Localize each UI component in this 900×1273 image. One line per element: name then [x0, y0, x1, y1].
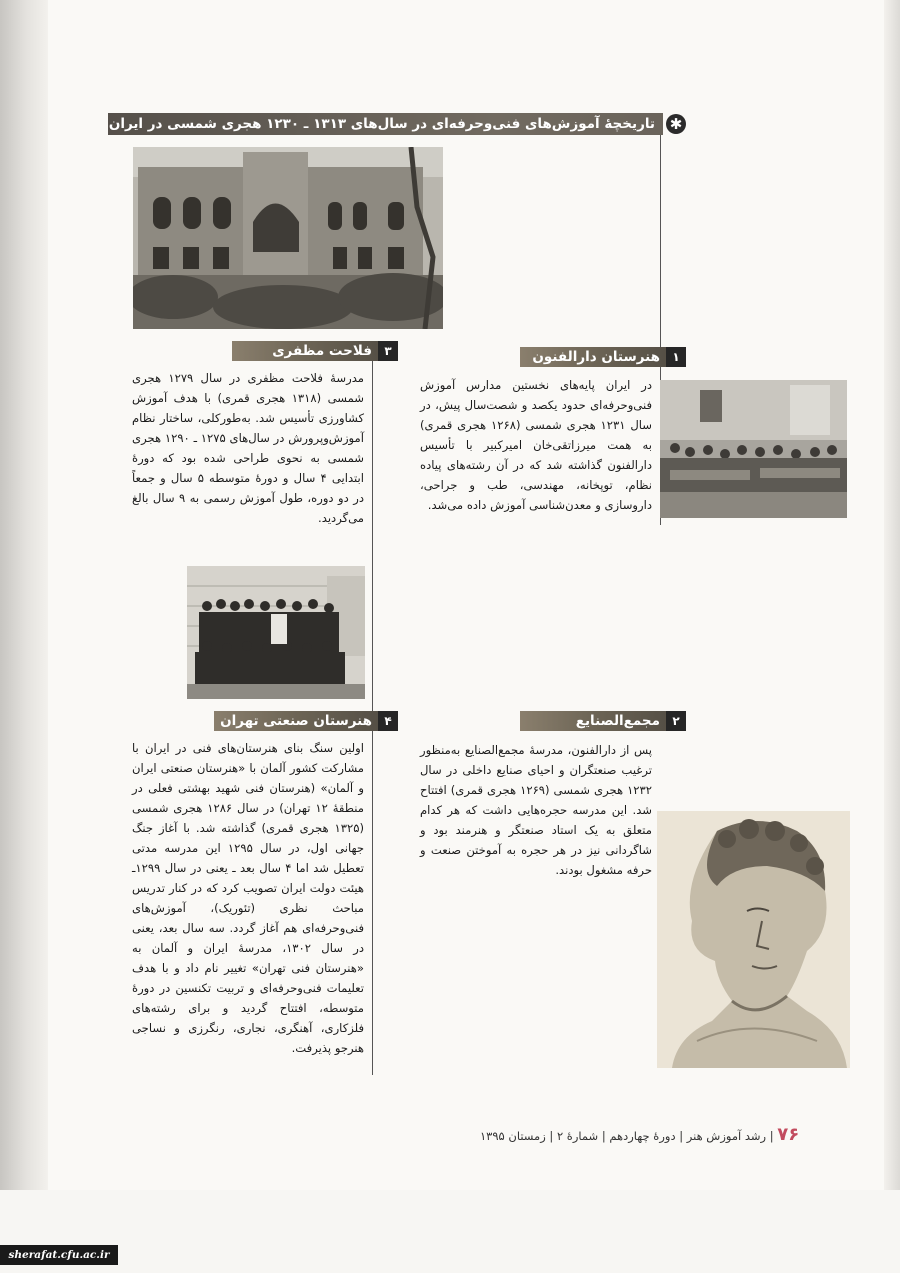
section-4-title	[214, 711, 398, 731]
section-3-number: ۳	[378, 341, 398, 361]
section-3-body: مدرسهٔ فلاحت مظفری در سال ۱۲۷۹ هجری شمسی (۱۳۱۸ هجری قمری) با هدف آموزش کشاورزی تأسیس شد. به‌طورکلی، ساختار نظام آموزش‌وپرورش در سال‌های ۱۲۷۵ ـ ۱۲۹۰ هجری شمسی به نحوی طراحی شده بود که دورهٔ ابتدایی ۴ سال و دورهٔ متوسطه ۵ سال و جمعاً در دو دوره، طول آموزش رسمی به ۹ سال بالغ می‌گردید.	[132, 371, 364, 525]
section-1-body: در ایران پایه‌های نخستین مدارس آموزش فنی‌وحرفه‌ای حدود یکصد و شصت‌سال پیش، در سال ۱۲۳۱ هجری شمسی (۱۲۶۸ هجری قمری) به همت میرزاتقی‌خان امیرکبیر با تأسیس دارالفنون گذاشته شد که در آن رشته‌های پیاده نظام، توپخانه، مهندسی، طب و جراحی، داروسازی و معدن‌شناسی آموزش داده می‌شد.	[420, 378, 652, 512]
flower-icon: ✱	[666, 114, 686, 134]
page-footer	[480, 1124, 799, 1145]
footer-publication-info: رشد آموزش هنر | دورهٔ چهاردهم | شمارهٔ ۲ | زمستان ۱۳۹۵	[480, 1129, 767, 1143]
section-3-title-text: فلاحت مظفری	[272, 343, 372, 359]
section-1-title	[520, 347, 686, 367]
page-number: ۷۶	[777, 1124, 800, 1145]
section-4-body: اولین سنگ بنای هنرستان‌های فنی در ایران با مشارکت کشور آلمان با «هنرستان صنعتی ایران و آلمان» (هنرستان فنی شهید بهشتی فعلی در منطقهٔ ۱۲ تهران) در سال ۱۲۸۶ هجری شمسی (۱۳۲۵ هجری قمری) گذاشته شد. با آغاز جنگ جهانی اول، در سال ۱۲۹۵ این مدرسه مدتی تعطیل شد اما ۴ سال بعد ـ یعنی در سال ۱۲۹۹ـ هیئت دولت ایران تصویب کرد که در کنار تدریس مباحث نظری (تئوریک)، آموزش‌های فنی‌وحرفه‌ای هم آغاز گردد. سه سال بعد، یعنی در سال ۱۳۰۲، مدرسهٔ ایران و آلمان به «هنرستان فنی تهران» تغییر نام داد و با هدف تعلیمات فنی‌وحرفه‌ای و تربیت تکنسین در دورهٔ متوسطه، افتتاح گردید و برای رشته‌های فلزکاری، آهنگری، نجاری، رنگرزی و نساجی هنرجو پذیرفت.	[132, 741, 365, 1055]
site-watermark: sherafat.cfu.ac.ir	[0, 1245, 118, 1265]
illustration-david-sculpture	[657, 811, 850, 1068]
section-1-title-text: هنرستان دارالفنون	[532, 349, 660, 365]
section-2-title-text: مجمع‌الصنایع	[575, 713, 660, 729]
section-2-number: ۲	[666, 711, 686, 731]
page-gutter-shadow	[0, 0, 48, 1190]
section-2-body: پس از دارالفنون، مدرسهٔ مجمع‌الصنایع به‌منظور ترغیب صنعتگران و احیای صنایع داخلی در سال ۱۲۳۲ هجری شمسی (۱۲۶۹ هجری قمری) افتتاح شد. این مدرسه حجره‌هایی داشت که هر کدام متعلق به یک استاد صنعتگر و هنرمند بود و شاگردانی نیز در هر حجره به آموختن صنعت و حرفه مشغول بودند.	[420, 743, 652, 877]
footer-separator: |	[766, 1129, 774, 1143]
page-edge-shadow	[884, 0, 900, 1273]
section-2-title	[520, 711, 686, 731]
section-1-number: ۱	[666, 347, 686, 367]
page-header-title: تاریخچهٔ آموزش‌های فنی‌وحرفه‌ای در سال‌های ۱۳۱۳ ـ ۱۲۳۰ هجری شمسی در ایران	[108, 113, 663, 135]
photo-darolfonun-classroom	[660, 380, 847, 518]
page-bottom-margin	[0, 1190, 900, 1273]
section-4-number: ۴	[378, 711, 398, 731]
photo-students-group	[187, 566, 365, 699]
photo-fallahat-building	[133, 147, 443, 329]
section-4-title-text: هنرستان صنعتی تهران	[220, 713, 372, 729]
section-3-title	[232, 341, 398, 361]
